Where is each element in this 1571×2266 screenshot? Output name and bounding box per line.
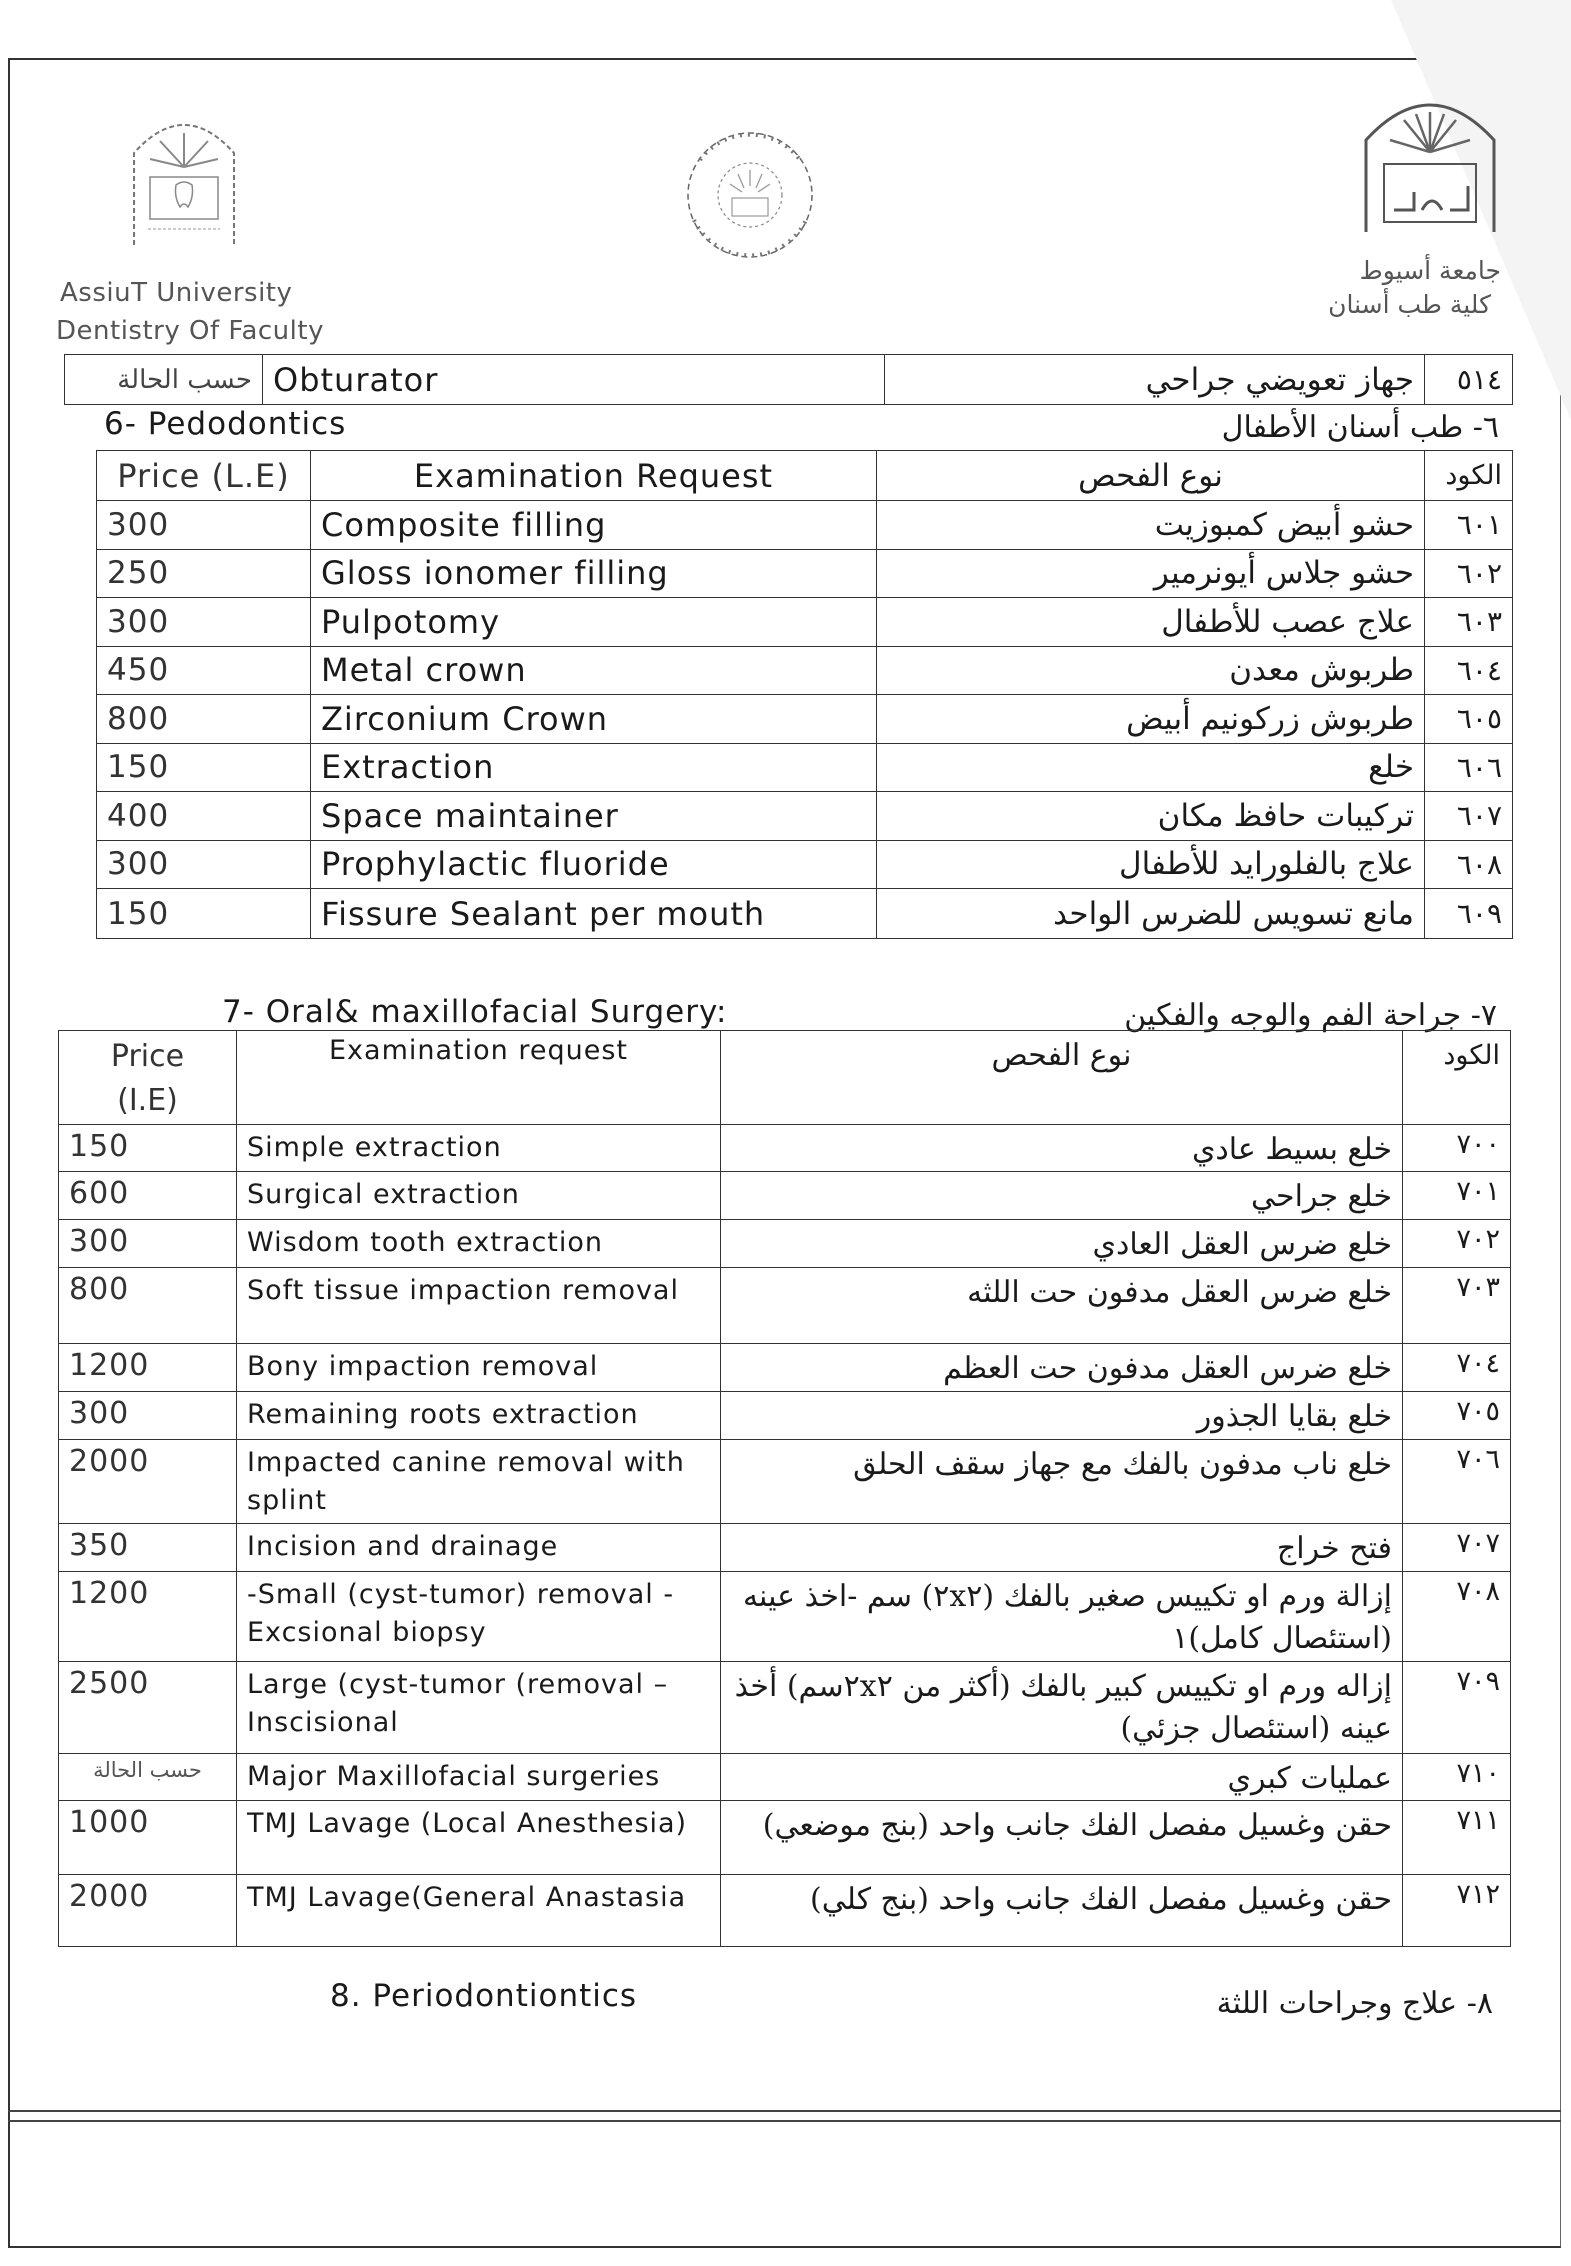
table-row: [97, 889, 1513, 939]
arabic-cell: خلع بقايا الجذور: [721, 1392, 1403, 1440]
request-cell: Prophylactic fluoride: [311, 840, 877, 889]
arabic-cell: طربوش معدن: [877, 646, 1425, 695]
university-name-en: AssiuT University: [60, 278, 293, 308]
table-row: [59, 1392, 1511, 1440]
arabic-cell: فتح خراج: [721, 1524, 1403, 1572]
request-cell: Extraction: [311, 743, 877, 792]
arabic-cell: خلع ضرس العقل العادي: [721, 1220, 1403, 1268]
table-header-row: [97, 451, 1513, 501]
table-row: [59, 1125, 1511, 1172]
price-cell: 400: [97, 792, 311, 841]
obturator-arabic: جهاز تعويضي جراحي: [885, 355, 1425, 405]
code-cell: ٦٠٢: [1425, 549, 1513, 598]
obturator-table: [64, 354, 1513, 405]
table-row: [59, 1801, 1511, 1875]
col-header-code: الكود: [1403, 1031, 1511, 1125]
price-cell: 150: [97, 743, 311, 792]
footer-rule-1: [8, 2110, 1561, 2112]
price-cell: 2500: [59, 1662, 237, 1754]
col-header-request: Examination Request: [311, 451, 877, 501]
section7-title-en: 7- Oral& maxillofacial Surgery:: [222, 994, 728, 1030]
obturator-code: ٥١٤: [1425, 355, 1513, 405]
request-cell: Simple extraction: [237, 1125, 721, 1172]
col-header-code: الكود: [1425, 451, 1513, 501]
table-row: [97, 840, 1513, 889]
price-cell: 1000: [59, 1801, 237, 1875]
code-cell: ٧٠٤: [1403, 1344, 1511, 1392]
price-cell: 150: [59, 1125, 237, 1172]
request-cell: -Small (cyst-tumor) removal - Excsional biopsy: [237, 1572, 721, 1662]
arabic-cell: طربوش زركونيم أبيض: [877, 695, 1425, 744]
request-cell: Incision and drainage: [237, 1524, 721, 1572]
arabic-cell: عمليات كبري: [721, 1754, 1403, 1801]
section7-title-ar: ٧- جراحة الفم والوجه والفكين: [1124, 998, 1497, 1033]
table-row: [97, 549, 1513, 598]
arabic-cell: علاج عصب للأطفال: [877, 598, 1425, 647]
obturator-english: Obturator: [263, 355, 885, 405]
request-cell: Zirconium Crown: [311, 695, 877, 744]
arabic-cell: حشو أبيض كمبوزيت: [877, 501, 1425, 550]
request-cell: Fissure Sealant per mouth: [311, 889, 877, 939]
price-cell: 800: [97, 695, 311, 744]
col-header-price-line2: (I.E): [117, 1083, 178, 1118]
code-cell: ٦٠٧: [1425, 792, 1513, 841]
arabic-cell: خلع ناب مدفون بالفك مع جهاز سقف الحلق: [721, 1440, 1403, 1524]
code-cell: ٦٠٩: [1425, 889, 1513, 939]
code-cell: ٧٠٢: [1403, 1220, 1511, 1268]
table-row: [97, 695, 1513, 744]
price-cell: 1200: [59, 1344, 237, 1392]
price-cell: 1200: [59, 1572, 237, 1662]
faculty-name-ar: كلية طب أسنان: [1328, 290, 1491, 319]
university-logo: [1360, 82, 1500, 237]
footer-rule-2: [8, 2120, 1561, 2122]
section6-title-ar: ٦- طب أسنان الأطفال: [1221, 410, 1499, 445]
table-row: [59, 1172, 1511, 1220]
code-cell: ٧٠٨: [1403, 1572, 1511, 1662]
faculty-name-en: Dentistry Of Faculty: [56, 316, 324, 346]
request-cell: Surgical extraction: [237, 1172, 721, 1220]
code-cell: ٧٠٦: [1403, 1440, 1511, 1524]
table-row: [97, 743, 1513, 792]
code-cell: ٧٠٧: [1403, 1524, 1511, 1572]
table-row: [97, 792, 1513, 841]
arabic-cell: خلع جراحي: [721, 1172, 1403, 1220]
col-header-price-line1: Price: [110, 1039, 185, 1074]
price-cell: 300: [59, 1220, 237, 1268]
price-cell: حسب الحالة: [59, 1754, 237, 1801]
price-cell: 450: [97, 646, 311, 695]
code-cell: ٧٠٩: [1403, 1662, 1511, 1754]
obturator-price: حسب الحالة: [65, 355, 263, 405]
code-cell: ٧٠٣: [1403, 1268, 1511, 1344]
arabic-cell: خلع: [877, 743, 1425, 792]
table-row: [97, 501, 1513, 550]
price-cell: 300: [97, 598, 311, 647]
price-cell: 800: [59, 1268, 237, 1344]
code-cell: ٦٠٦: [1425, 743, 1513, 792]
request-cell: Wisdom tooth extraction: [237, 1220, 721, 1268]
code-cell: ٧١١: [1403, 1801, 1511, 1875]
price-cell: 300: [59, 1392, 237, 1440]
request-cell: TMJ Lavage(General Anastasia: [237, 1875, 721, 1947]
university-name-ar: جامعة أسيوط: [1359, 256, 1501, 285]
code-cell: ٧١٠: [1403, 1754, 1511, 1801]
request-cell: Remaining roots extraction: [237, 1392, 721, 1440]
arabic-cell: تركيبات حافظ مكان: [877, 792, 1425, 841]
code-cell: ٧٠١: [1403, 1172, 1511, 1220]
section8-title-en: 8. Periodontiontics: [330, 1978, 638, 2014]
request-cell: Impacted canine removal with splint: [237, 1440, 721, 1524]
faculty-logo: [128, 105, 240, 247]
request-cell: TMJ Lavage (Local Anesthesia): [237, 1801, 721, 1875]
code-cell: ٦٠٤: [1425, 646, 1513, 695]
arabic-cell: مانع تسويس للضرس الواحد: [877, 889, 1425, 939]
code-cell: ٧٠٥: [1403, 1392, 1511, 1440]
code-cell: ٦٠٥: [1425, 695, 1513, 744]
code-cell: ٦٠٨: [1425, 840, 1513, 889]
arabic-cell: خلع بسيط عادي: [721, 1125, 1403, 1172]
col-header-request: Examination request: [237, 1031, 721, 1125]
price-cell: 600: [59, 1172, 237, 1220]
university-stamp: [660, 120, 840, 270]
table-header-row: [59, 1031, 1511, 1125]
request-cell: Composite filling: [311, 501, 877, 550]
table-row: [59, 1572, 1511, 1662]
price-cell: 250: [97, 549, 311, 598]
col-header-price: [59, 1031, 237, 1125]
price-cell: 350: [59, 1524, 237, 1572]
price-cell: 150: [97, 889, 311, 939]
col-header-type: نوع الفحص: [877, 451, 1425, 501]
code-cell: ٧٠٠: [1403, 1125, 1511, 1172]
table-row: [59, 1524, 1511, 1572]
request-cell: Large (cyst-tumor (removal – Inscisional: [237, 1662, 721, 1754]
request-cell: Bony impaction removal: [237, 1344, 721, 1392]
oral-surgery-table: [58, 1030, 1511, 1947]
table-row: [97, 598, 1513, 647]
pedodontics-table: [96, 450, 1513, 939]
code-cell: ٦٠١: [1425, 501, 1513, 550]
request-cell: Space maintainer: [311, 792, 877, 841]
table-row: [59, 1220, 1511, 1268]
section6-title-en: 6- Pedodontics: [104, 406, 347, 442]
request-cell: Metal crown: [311, 646, 877, 695]
request-cell: Major Maxillofacial surgeries: [237, 1754, 721, 1801]
col-header-type: نوع الفحص: [721, 1031, 1403, 1125]
arabic-cell: حقن وغسيل مفصل الفك جانب واحد (بنج كلي): [721, 1875, 1403, 1947]
arabic-cell: حشو جلاس أيونرمير: [877, 549, 1425, 598]
col-header-price: Price (L.E): [97, 451, 311, 501]
table-row: [65, 355, 1513, 405]
table-row: [59, 1268, 1511, 1344]
arabic-cell: إزالة ورم او تكييس صغير بالفك (٢x٢) سم -اخذ عينه (استئصال كامل)١: [721, 1572, 1403, 1662]
request-cell: Pulpotomy: [311, 598, 877, 647]
price-cell: 2000: [59, 1440, 237, 1524]
table-row: [59, 1662, 1511, 1754]
arabic-cell: حقن وغسيل مفصل الفك جانب واحد (بنج موضعي): [721, 1801, 1403, 1875]
table-row: [59, 1875, 1511, 1947]
arabic-cell: خلع ضرس العقل مدفون حت اللثه: [721, 1268, 1403, 1344]
request-cell: Soft tissue impaction removal: [237, 1268, 721, 1344]
code-cell: ٦٠٣: [1425, 598, 1513, 647]
price-cell: 300: [97, 840, 311, 889]
arabic-cell: إزاله ورم او تكييس كبير بالفك (أكثر من ٢x٢سم) أخذ عينه (استئصال جزئي): [721, 1662, 1403, 1754]
arabic-cell: خلع ضرس العقل مدفون حت العظم: [721, 1344, 1403, 1392]
request-cell: Gloss ionomer filling: [311, 549, 877, 598]
price-cell: 2000: [59, 1875, 237, 1947]
table-row: [59, 1754, 1511, 1801]
table-row: [97, 646, 1513, 695]
arabic-cell: علاج بالفلورايد للأطفال: [877, 840, 1425, 889]
price-cell: 300: [97, 501, 311, 550]
code-cell: ٧١٢: [1403, 1875, 1511, 1947]
section8-title-ar: ٨- علاج وجراحات اللثة: [1216, 1986, 1493, 2021]
table-row: [59, 1344, 1511, 1392]
table-row: [59, 1440, 1511, 1524]
